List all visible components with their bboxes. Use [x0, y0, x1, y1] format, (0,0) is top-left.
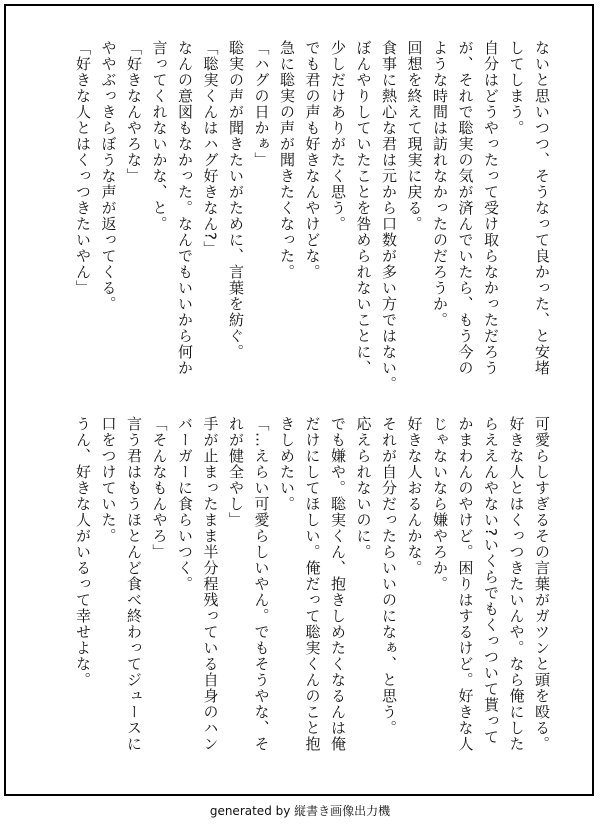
text-line: 応えられないのに。	[354, 416, 373, 560]
vertical-text-block-bottom	[70, 416, 555, 766]
text-line: なんの意図もなかった。なんでもいいから何か	[176, 40, 194, 376]
text-line: 回想を終えて現実に戻る。	[405, 40, 424, 232]
text-line: らええんやない?いくらでもくっついて貰って	[482, 416, 500, 745]
text-line: 急に聡実の声が聞きたくなった。	[278, 40, 296, 280]
text-line: 「好きなんやろな」	[125, 40, 143, 184]
text-line: きしめたい。	[278, 416, 296, 512]
text-line: かまわんのやけど。困りはするけど。好きな人	[456, 416, 475, 752]
text-line: ややぶっきらぼうな声が返ってくる。	[99, 40, 118, 312]
text-line: じゃないなら嫌やろか。	[431, 416, 449, 592]
page-frame	[4, 4, 594, 796]
text-line: してしまう。	[507, 40, 526, 136]
text-line: 「そんなもんやろ」	[150, 416, 169, 560]
text-line: 食事に熱心な君は元から口数が多い方ではない。	[380, 40, 398, 392]
text-line: でも君の声も好きなんやけどな。	[303, 40, 322, 280]
text-line: それが自分だったらいいのになぁ、と思う。	[380, 416, 398, 736]
text-line: 好きな人おるんかな。	[405, 416, 424, 576]
text-line: れが健全やし」	[227, 416, 245, 528]
text-line: が、それで聡実の気が済んでいたら、もう今の	[456, 40, 475, 376]
text-line: ぼんやりしていたことを咎められないことに、	[354, 40, 373, 376]
text-line: 「好きな人とはくっつきたいやん」	[74, 40, 92, 296]
text-line: 少しだけありがたく思う。	[329, 40, 347, 232]
text-line: ような時間は訪れなかったのだろうか。	[431, 40, 449, 328]
text-line: ないと思いつつ、そうなって良かった、と安堵	[533, 40, 551, 376]
text-line: でも嫌や。聡実くん、抱きしめたくなるんは俺	[329, 416, 347, 752]
text-line: 口をつけていた。	[99, 416, 118, 544]
vertical-text-block-top	[70, 40, 555, 390]
text-line: 言ってくれないかな、と。	[150, 40, 169, 232]
text-line: 聡実の声が聞きたいがために、言葉を紡ぐ。	[227, 40, 245, 360]
text-line: 好きな人とはくっつきたいんや。なら俺にした	[507, 416, 526, 752]
text-line: 「…えらい可愛らしいやん。でもそうやな、そ	[252, 416, 271, 752]
text-line: 言う君はもうほとんど食べ終わってジュースに	[125, 416, 143, 752]
text-line: 自分はどうやったって受け取らなかっただろう	[482, 40, 500, 376]
text-line: うん、好きな人がいるって幸せよな。	[74, 416, 92, 688]
text-line: だけにしてほしい。俺だって聡実くんのこと抱	[303, 416, 322, 752]
text-line: 可愛らしすぎるその言葉がガツンと頭を殴る。	[533, 416, 551, 752]
text-line: バーガーに食らいつく。	[176, 416, 194, 592]
generator-credit: generated by 縦書き画像出力機	[209, 804, 391, 818]
text-line: 「ハグの日かぁ」	[252, 40, 271, 168]
text-line: 手が止まったまま半分程残っている自身のハン	[201, 416, 220, 752]
text-line: 「聡実くんはハグ好きなん?」	[201, 40, 220, 257]
